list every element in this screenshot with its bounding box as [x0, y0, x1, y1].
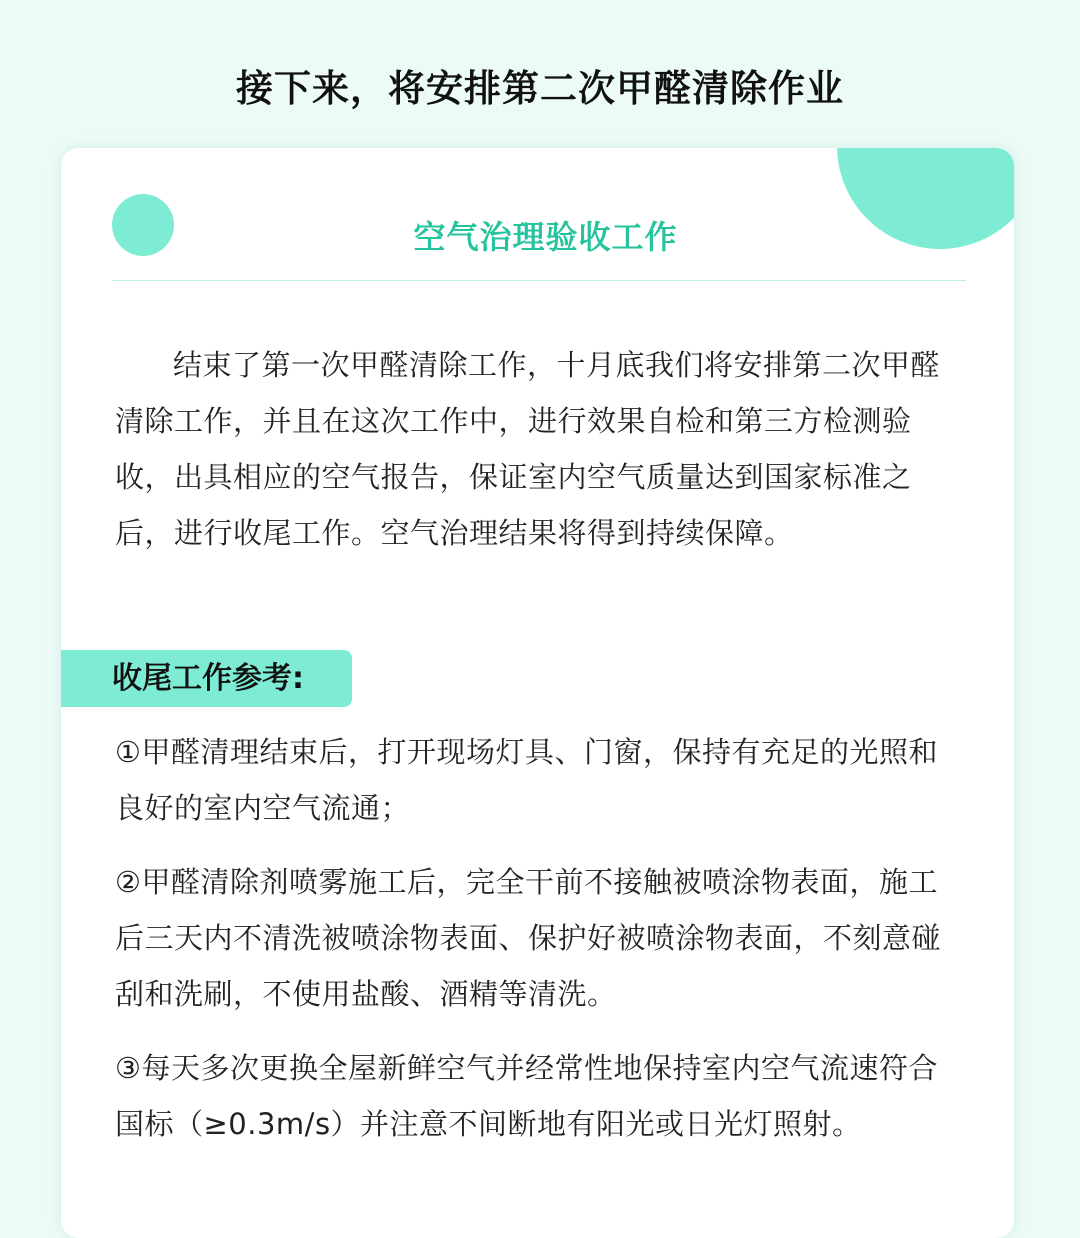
card-title: 空气治理验收工作	[413, 218, 678, 256]
intro-paragraph: 结束了第一次甲醛清除工作，十月底我们将安排第二次甲醛清除工作，并且在这次工作中，进行效果自检和第三方检测验收，出具相应的空气报告，保证室内空气质量达到国家标准之后，进行收尾工作。空气治理结果将得到持续保障。	[115, 348, 941, 550]
tip-item-1: ①甲醛清理结束后，打开现场灯具、门窗，保持有充足的光照和良好的室内空气流通；	[115, 735, 938, 825]
content-card	[61, 148, 1014, 1238]
section-tag	[61, 650, 352, 707]
tip-item-3: ③每天多次更换全屋新鲜空气并经常性地保持室内空气流速符合国标（≥0.3m/s）并注意不间断地有阳光或日光灯照射。	[115, 1051, 938, 1141]
tip-item-2: ②甲醛清除剂喷雾施工后，完全干前不接触被喷涂物表面，施工后三天内不清洗被喷涂物表面、保护好被喷涂物表面，不刻意碰刮和洗刷，不使用盐酸、酒精等清洗。	[115, 865, 942, 1011]
section-tag-label: 收尾工作参考:	[112, 661, 304, 696]
title-divider	[112, 280, 966, 281]
page-title: 接下来，将安排第二次甲醛清除作业	[236, 67, 844, 110]
